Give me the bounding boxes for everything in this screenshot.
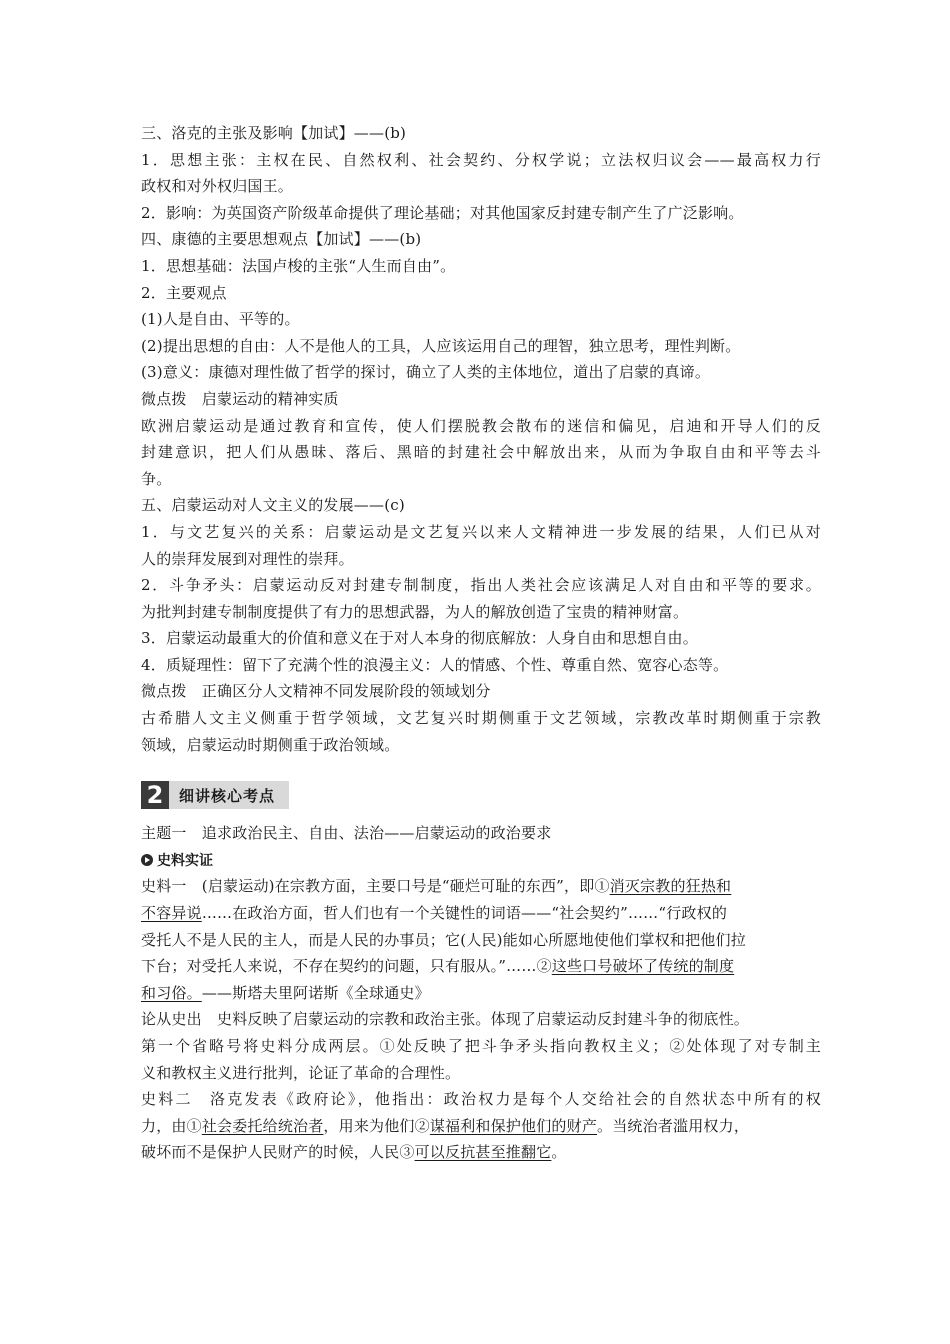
section-4-sub-3: (3)意义：康德对理性做了哲学的探讨，确立了人类的主体地位，道出了启蒙的真谛。	[141, 363, 711, 382]
topic-title: 主题一 追求政治民主、自由、法治——启蒙运动的政治要求	[141, 824, 552, 843]
section-5-point-1: 1．与文艺复兴的关系：启蒙运动是文艺复兴以来人文精神进一步发展的结果，人们已从对	[141, 522, 821, 541]
material-2-line: 史料二 洛克发表《政府论》，他指出：政治权力是每个人交给社会的自然状态中所有的权	[141, 1090, 821, 1109]
evidence-subheading	[141, 847, 821, 874]
tip-title: 微点拨 正确区分人文精神不同发展阶段的领域划分	[141, 682, 491, 701]
underlined-text: 不容异说	[141, 904, 202, 923]
text: 力，由①	[141, 1116, 202, 1135]
analysis-line: 义和教权主义进行批判，论证了革命的合理性。	[141, 1063, 461, 1082]
material-1-line	[141, 873, 821, 900]
material-1-line: 受托人不是人民的主人，而是人民的办事员；它(人民)能如心所愿地使他们掌权和把他们拉	[141, 930, 746, 949]
underlined-text: 社会委托给统治者	[201, 1116, 324, 1135]
text: 。	[551, 1143, 567, 1162]
tip-text: 欧洲启蒙运动是通过教育和宣传，使人们摆脱教会散布的迷信和偏见，启迪和开导人们的反	[141, 416, 821, 435]
document-page	[141, 120, 821, 1166]
section-5-point-1-cont: 人的崇拜发展到对理性的崇拜。	[141, 549, 354, 568]
tip-text: 领域，启蒙运动时期侧重于政治领域。	[141, 735, 400, 754]
section-5-point-2: 2．斗争矛头：启蒙运动反对封建专制制度，指出人类社会应该满足人对自由和平等的要求。	[141, 576, 821, 595]
section-3-point-2: 2．影响：为英国资产阶级革命提供了理论基础；对其他国家反封建专制产生了广泛影响。	[141, 203, 744, 222]
tip-title: 微点拨 启蒙运动的精神实质	[141, 389, 339, 408]
section-4-point-1: 1．思想基础：法国卢梭的主张“人生而自由”。	[141, 256, 456, 275]
section-4-point-2: 2．主要观点	[141, 283, 227, 302]
material-1-line	[141, 980, 821, 1007]
section-header	[141, 780, 821, 810]
text: 下台；对受托人来说，不存在契约的问题，只有服从。”……②	[141, 957, 552, 976]
section-5-point-4: 4．质疑理性：留下了充满个性的浪漫主义：人的情感、个性、尊重自然、宽容心态等。	[141, 655, 729, 674]
material-2-line	[141, 1139, 821, 1166]
section-title: 细讲核心考点	[169, 781, 289, 809]
underlined-text: 消灭宗教的狂热和	[609, 877, 732, 896]
section-3-point-1: 1．思想主张：主权在民、自然权利、社会契约、分权学说；立法权归议会——最高权力行	[141, 150, 821, 169]
text: 史料一 (启蒙运动)在宗教方面，主要口号是“砸烂可耻的东西”，即①	[141, 877, 610, 896]
spacer	[141, 758, 821, 772]
evidence-subheading-label: 史料实证	[157, 853, 213, 870]
section-3-title: 三、洛克的主张及影响【加试】——(b)	[141, 124, 407, 142]
analysis-line: 第一个省略号将史料分成两层。①处反映了把斗争矛头指向教权主义；②处体现了对专制主	[141, 1037, 821, 1055]
section-5-point-3: 3．启蒙运动最重大的价值和意义在于对人本身的彻底解放：人身自由和思想自由。	[141, 629, 698, 648]
underlined-text: 和习俗。	[141, 983, 202, 1002]
text: 破坏而不是保护人民财产的时候，人民③	[141, 1143, 415, 1162]
text: ，用来为他们②	[323, 1116, 430, 1135]
tip-text: 古希腊人文主义侧重于哲学领域，文艺复兴时期侧重于文艺领域，宗教改革时期侧重于宗教	[141, 709, 821, 728]
section-4-sub-1: (1)人是自由、平等的。	[141, 310, 300, 329]
underlined-text: 谋福利和保护他们的财产	[429, 1116, 598, 1135]
text: 。当统治者滥用权力，	[597, 1116, 750, 1135]
analysis-line: 论从史出 史料反映了启蒙运动的宗教和政治主张。体现了启蒙运动反封建斗争的彻底性。	[141, 1010, 750, 1029]
section-5-title: 五、启蒙运动对人文主义的发展——(c)	[141, 496, 405, 515]
section-3-point-1-cont: 政权和对外权归国王。	[141, 177, 294, 196]
underlined-text: 可以反抗甚至推翻它	[414, 1143, 552, 1162]
section-number-badge: 2	[141, 781, 169, 809]
material-1-line	[141, 953, 821, 980]
text: ……在政治方面，哲人们也有一个关键性的词语——“社会契约”……“行政权的	[201, 904, 728, 923]
underlined-text: 这些口号破坏了传统的制度	[551, 957, 735, 976]
text: ——斯塔夫里阿诺斯《全球通史》	[201, 983, 430, 1002]
tip-text: 争。	[141, 469, 172, 488]
section-5-point-2-cont: 为批判封建专制制度提供了有力的思想武器，为人的解放创造了宝贵的精神财富。	[141, 602, 689, 621]
material-1-line	[141, 900, 821, 927]
play-bullet-icon	[141, 854, 153, 866]
tip-text: 封建意识，把人们从愚昧、落后、黑暗的封建社会中解放出来，从而为争取自由和平等去斗	[141, 443, 821, 462]
section-4-sub-2: (2)提出思想的自由：人不是他人的工具，人应该运用自己的理智，独立思考，理性判断。	[141, 336, 741, 355]
section-4-title: 四、康德的主要思想观点【加试】——(b)	[141, 230, 422, 249]
material-2-line	[141, 1113, 821, 1140]
